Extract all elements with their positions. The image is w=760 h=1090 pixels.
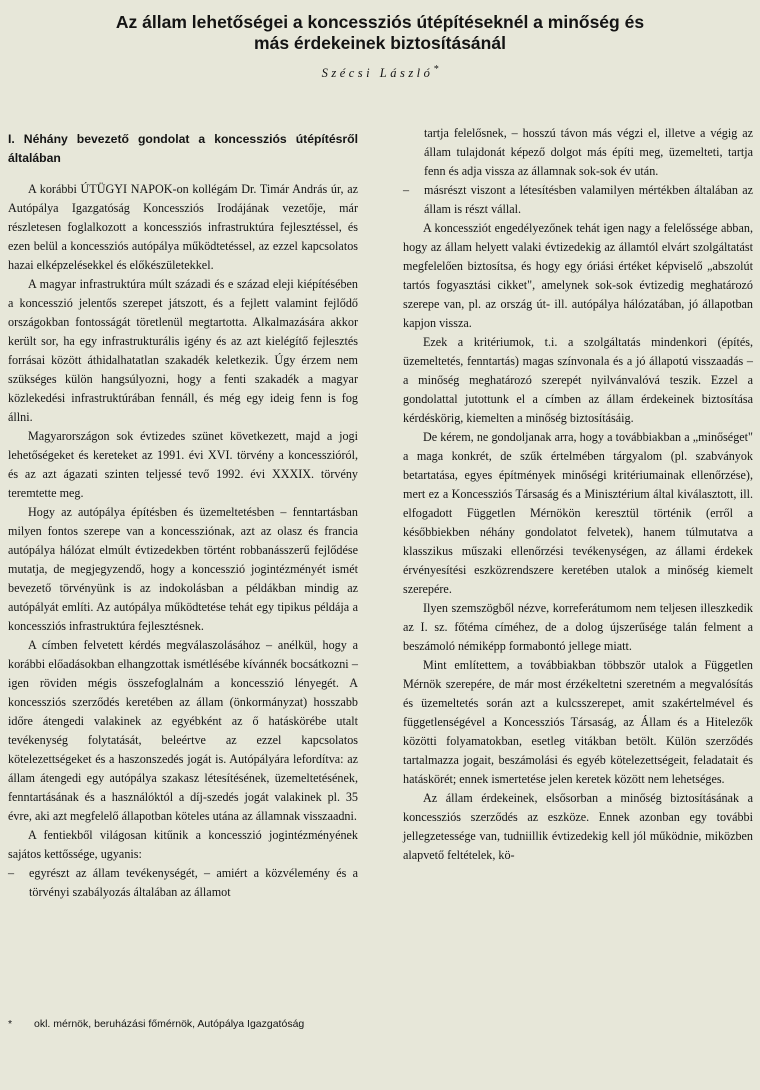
title-line-2: más érdekeinek biztosításánál xyxy=(254,33,506,53)
paragraph: A korábbi ÚTÜGYI NAPOK-on kollégám Dr. Timár András úr, az Autópálya Igazgatóság Koncessziós Irodájának vezetője, már részletesen foglalkozott a koncessziós infrastruktúra fejlesztéssel, és ezen belül a koncessziós autópálya működtetéssel, az ezzel kapcsolatos hazai elképzelésekkel és előkészületekkel. xyxy=(8,182,358,272)
paragraph: De kérem, ne gondoljanak arra, hogy a továbbiakban a „minőséget" a maga konkrét, de szűk értelmében tárgyalom (pl. szabványok betartatása, egyes építmények minőségi kritériumainak ellenőrzése), mert ez a Koncessziós Társaság és a Minisztérium által kiválasztott, ill. elfogadott Független Mérnökön keresztül történik (erről a későbbiekben néhány gondolatot felvetek), hanem túlmutatva a klasszikus műszaki ellenőrzési tevékenységen, az állami érdekek érvényesítési eszközrendszere keretében utalok a minőség kiemelt szerepére. xyxy=(403,430,753,596)
footnote xyxy=(8,1017,408,1031)
author-line xyxy=(0,64,760,81)
paragraph: Az állam érdekeinek, elsősorban a minőség biztosításának a koncessziós szerződés az eszköze. Ennek azonban egy további jellegzetessége van, tudniillik évtizedekig kell jól működnie, miközben alapvető feltételek, kö- xyxy=(403,791,753,862)
paragraph: A magyar infrastruktúra múlt századi és e század eleji kiépítésében a koncesszió jelentős szerepet játszott, és a fejlett valamint fejlődő országokban fontosságát töretlenül megtartotta. Alkalmazására akkor került sor, ha egy infrastrukturális igény és az azt kielégítő fejlesztés forrásai között áthidalhatatlan szakadék keletkezik. Úgy érzem nem szükséges külön hangsúlyozni, hogy a fenti szakadék a magyar közlekedési infrastruktúrában fennáll, és még egy ideig fenn is fog állni. xyxy=(8,277,358,424)
paragraph: A címben felvetett kérdés megválaszolásához – anélkül, hogy a korábbi előadásokban elhangzottak ismétlésébe kívánnék bocsátkozni – igen röviden mégis összefoglalnám a koncesszió lényegét. A koncessziós szerződés keretében az állam (önkormányzat) hosszabb időre átengedi valakinek az egyébként az ő hatáskörébe utalt tevékenység folytatását, beleértve az ezzel kapcsolatos kötelezettségeket és a haszonszedés jogát is. Autópályára lefordítva: az állam átengedi egy autópálya szakasz létesítésének, üzemeltetésének, fenntartásának és a használóktól a díj-szedés jogát valakinek pl. 35 évre, aki azt megfelelő állapotban köteles utána az államnak visszaadni. xyxy=(8,638,358,823)
author-name: Szécsi László xyxy=(321,66,434,81)
left-column xyxy=(8,122,358,902)
right-column xyxy=(403,124,753,865)
section-heading: I. Néhány bevezető gondolat a koncessziós útépítésről általában xyxy=(8,132,358,165)
page-title xyxy=(0,12,760,54)
dash-list xyxy=(403,181,753,219)
paragraph: Mint említettem, a továbbiakban többször utalok a Független Mérnök szerepére, de már most érzékeltetni szeretném a megvalósítás és üzemeltetés során azt a kulcsszerepet, amit szakértelmével és függetlenségével a Koncessziós Társaság, az Állam és a Hitelezők közötti folyamatokban, esetleg vitákban betölt. Külön szerződés tartalmazza jogait, beszámolási és egyéb kötelezettségeit, feladatait és hatáskörét; ennek ismertetése jelen keretek között nem lehetséges. xyxy=(403,658,753,786)
paragraph: Hogy az autópálya építésben és üzemeltetésben – fenntartásban milyen fontos szerepe van a koncessziónak, azt az olasz és francia autópálya hálózat elmúlt évtizedekben történt robbanásszerű fejlődése mutatja, de megjegyzendő, hogy a koncesszió jogintézményét ismét bevezető törvényünk is az indokolásban a példákban mindig az autópályát említi. Az autópálya működtetése tehát egy tipikus példája a koncessziós infrastruktúra fejlesztésnek. xyxy=(8,505,358,633)
paragraph: Ilyen szemszögből nézve, korreferátumom nem teljesen illeszkedik az I. sz. főtéma címéhez, de a dolog újszerűsége talán felment a beszámoló némiképp formabontó jellege miatt. xyxy=(403,601,753,653)
footnote-text: okl. mérnök, beruházási főmérnök, Autópálya Igazgatóság xyxy=(34,1018,305,1030)
paragraph: A koncessziót engedélyezőnek tehát igen nagy a felelőssége abban, hogy az állam helyett valaki évtizedekig az államtól elvárt szolgáltatást megfelelően biztosítsa, és hogy egy óriási értéket képviselő „abszolút tartós fogyasztási cikket", amelynek sok-sok évtizedig meghatározó szerepe van, pl. az ország út- ill. autópálya hálózatában, jó állapotban kapjon vissza. xyxy=(403,221,753,330)
title-line-1: Az állam lehetőségei a koncessziós útépítéseknél a minőség és xyxy=(115,12,645,32)
list-item: – másrészt viszont a létesítésben valamilyen mértékben általában az állam is részt vállal. xyxy=(403,181,753,219)
footnote-mark: * xyxy=(8,1018,13,1030)
author-footnote-mark: * xyxy=(433,64,439,75)
paragraph: Ezek a kritériumok, t.i. a szolgáltatás mindenkori (építés, üzemeltetés, fenntartás) magas színvonala és a jó állapotú visszaadás – a minőség meghatározó szerepét nyilvánvalóvá teszik. Ezzel a gondolattal jutottunk el a címben az állam érdekeinek biztosítása kérdéskörig, kiemelten a minőség biztosításáig. xyxy=(403,335,753,425)
dash-list xyxy=(8,864,358,902)
list-item: – egyrészt az állam tevékenységét, – amiért a közvélemény és a törvényi szabályozás általában az államot xyxy=(8,864,358,902)
paragraph: Magyarországon sok évtizedes szünet következett, majd a jogi lehetőségeket és kereteket az 1991. évi XVI. törvény a koncesszióról, és az azt ágazati szinten teljessé tevő 1992. évi XXXIX. törvény teremtette meg. xyxy=(8,429,358,500)
paragraph: A fentiekből világosan kitűnik a koncesszió jogintézményének sajátos kettőssége, ugyanis: xyxy=(8,828,358,861)
title-block xyxy=(0,12,760,81)
list-item-continuation: tartja felelősnek, – hosszú távon más végzi el, illetve a végig az állam tulajdonát képező dolgot más építi meg, üzemelteti, tartja fenn és adja vissza az államnak sok-sok év után. xyxy=(424,126,753,178)
